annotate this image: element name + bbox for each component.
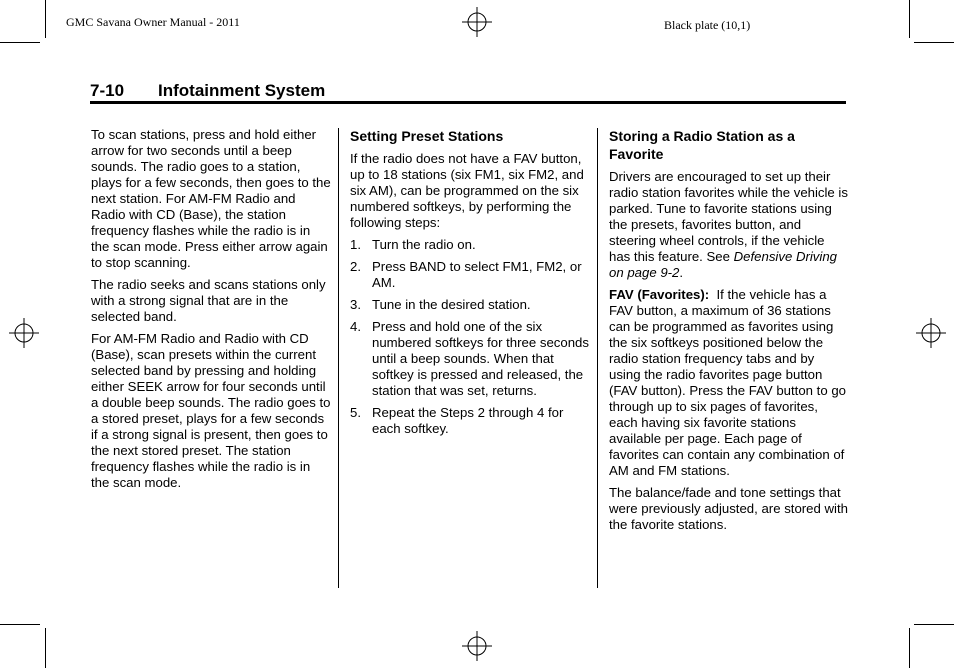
step-text: Press and hold one of the six numbered softkeys for three seconds until a beep sounds. When that softkey is pressed and released, the station that was set, returns.: [372, 319, 589, 398]
title-rule: [90, 101, 846, 104]
step-number: 1.: [350, 237, 361, 252]
page-title: [90, 81, 325, 101]
manual-title: GMC Savana Owner Manual - 2011: [66, 15, 240, 29]
cross-reference-link[interactable]: Defensive Driving on page 9-2: [609, 249, 837, 280]
term-label: FAV (Favorites):: [609, 287, 710, 302]
section-heading: Storing a Radio Station as a Favorite: [609, 128, 795, 162]
plate-label: Black plate (10,1): [664, 18, 751, 32]
column-2: [350, 127, 590, 443]
list-item: [350, 237, 590, 253]
list-item: [350, 259, 590, 291]
crop-mark: [45, 0, 46, 38]
column-1: [91, 127, 331, 497]
registration-mark-icon: [9, 318, 39, 348]
registration-mark-icon: [462, 631, 492, 661]
step-text: Press BAND to select FM1, FM2, or AM.: [372, 259, 582, 290]
crop-mark: [0, 42, 40, 43]
step-number: 4.: [350, 319, 361, 334]
list-item: [350, 405, 590, 437]
paragraph: To scan stations, press and hold either arrow for two seconds until a beep sounds. The radio goes to a station, plays for a few seconds, then goes to the next station. For AM-FM Radio and Radio with CD (Base), the station frequency flashes while the radio is in the scan mode. Press either arrow again to stop scanning.: [91, 127, 331, 270]
step-text: Repeat the Steps 2 through 4 for each softkey.: [372, 405, 564, 436]
paragraph-end: .: [679, 265, 684, 280]
step-number: 2.: [350, 259, 361, 274]
page-number: 7-10: [90, 81, 125, 100]
crop-mark: [45, 628, 46, 668]
list-item: [350, 297, 590, 313]
paragraph: [609, 287, 849, 479]
column-divider: [338, 128, 339, 588]
registration-mark-icon: [462, 7, 492, 37]
paragraph: For AM-FM Radio and Radio with CD (Base), scan presets within the current selected band by pressing and holding either SEEK arrow for four seconds until a double beep sounds. The radio goes to a stored preset, plays for a few seconds if a strong signal is present, then goes to the next stored preset. The station frequency flashes while the radio is in the scan mode.: [91, 331, 331, 490]
paragraph: If the radio does not have a FAV button, up to 18 stations (six FM1, six FM2, and six AM), can be programmed on the six numbered softkeys, by performing the following steps:: [350, 151, 584, 230]
step-number: 3.: [350, 297, 361, 312]
step-number: 5.: [350, 405, 361, 420]
steps-list: [350, 237, 590, 437]
registration-mark-icon: [916, 318, 946, 348]
column-divider: [597, 128, 598, 588]
step-text: Tune in the desired station.: [372, 297, 531, 312]
crop-mark: [0, 624, 40, 625]
crop-mark: [909, 0, 910, 38]
paragraph: The radio seeks and scans stations only with a strong signal that are in the selected band.: [91, 277, 326, 324]
section-title: Infotainment System: [158, 81, 326, 100]
crop-mark: [914, 624, 954, 625]
column-3: [609, 127, 849, 539]
crop-mark: [914, 42, 954, 43]
step-text: Turn the radio on.: [372, 237, 476, 252]
list-item: [350, 319, 590, 399]
paragraph: The balance/fade and tone settings that were previously adjusted, are stored with the favorite stations.: [609, 485, 848, 532]
crop-mark: [909, 628, 910, 668]
section-heading: Setting Preset Stations: [350, 128, 504, 144]
paragraph-text: Drivers are encouraged to set up their radio station favorites while the vehicle is parked. Tune to favorite stations using the presets, favorites button, and steering wheel controls, if the vehicle has this feature. See: [609, 169, 848, 264]
paragraph: [609, 169, 849, 281]
term-definition: If the vehicle has a FAV button, a maximum of 36 stations can be programmed as favorites using the six softkeys positioned below the radio station frequency tabs and by using the radio favorites page button (FAV button). Press the FAV button to go through up to six pages of favorites, each having six favorite stations available per page. Each page of favorites can contain any combination of AM and FM stations.: [609, 287, 847, 478]
